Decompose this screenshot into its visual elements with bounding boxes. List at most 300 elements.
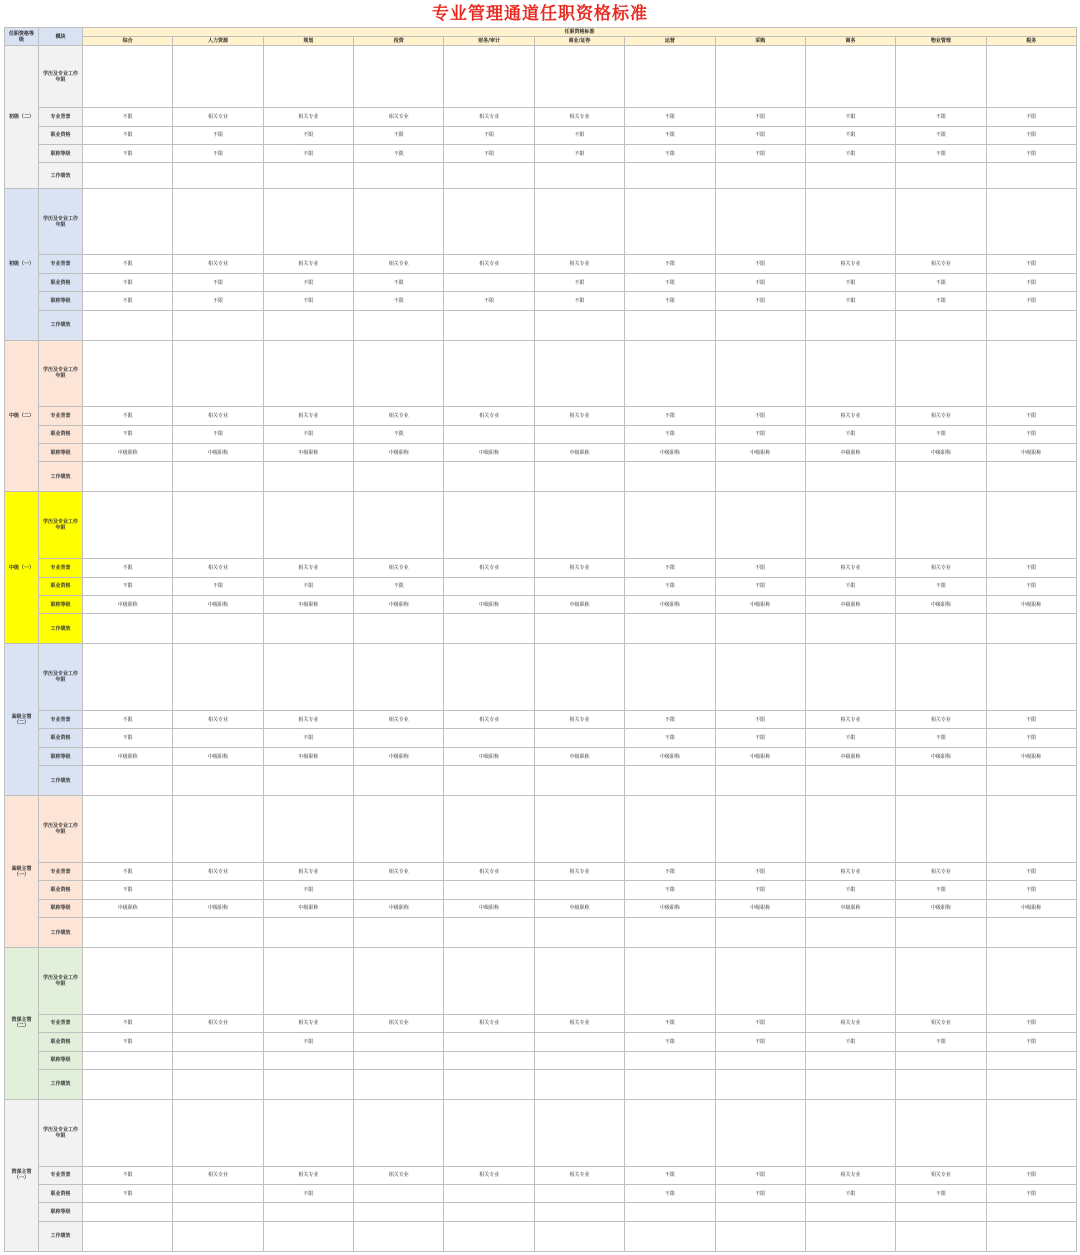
standard-cell [263,766,353,796]
standard-cell: 不限 [625,1014,715,1032]
standard-cell: 不限 [715,126,805,144]
standard-cell [263,1203,353,1221]
criteria-row [5,559,1077,577]
standard-cell: 相关专业 [896,1166,986,1184]
standard-cell [354,1221,444,1251]
standard-cell [173,644,263,711]
standard-cell: 相关专业 [354,862,444,880]
grade-band-label: 初级（一） [5,188,39,340]
standard-cell [444,1203,534,1221]
standard-cell [354,918,444,948]
standard-cell: 不限 [986,559,1076,577]
standard-cell [625,614,715,644]
standard-cell: 不限 [83,1033,173,1051]
standard-cell [625,1069,715,1099]
standard-cell [896,947,986,1014]
standard-cell: 不限 [625,881,715,899]
standard-cell [896,1221,986,1251]
standard-cell: 不限 [896,126,986,144]
standard-cell [83,947,173,1014]
standard-cell: 相关专业 [805,1166,895,1184]
criterion-label: 工作绩效 [39,310,83,340]
standard-cell [83,1221,173,1251]
standard-cell: 中级职称 [534,899,624,917]
standard-cell [896,766,986,796]
criteria-row [5,729,1077,747]
standard-cell [263,1221,353,1251]
standard-cell [444,1051,534,1069]
standard-cell: 中级职称 [805,899,895,917]
standard-cell [173,1099,263,1166]
standard-cell [354,644,444,711]
standard-cell: 相关专业 [534,1166,624,1184]
standard-cell: 不限 [83,559,173,577]
criterion-label: 职业资格 [39,1184,83,1202]
standard-cell [896,340,986,407]
standard-cell: 不限 [263,126,353,144]
standard-cell: 不限 [83,1184,173,1202]
standard-cell: 相关专业 [354,255,444,273]
standard-cell [354,947,444,1014]
criteria-row [5,1221,1077,1251]
standard-cell: 相关专业 [173,108,263,126]
standard-cell: 相关专业 [444,108,534,126]
standard-cell: 不限 [715,407,805,425]
standard-cell: 不限 [534,126,624,144]
standard-cell [354,1069,444,1099]
standard-cell: 不限 [715,1166,805,1184]
standard-cell [83,918,173,948]
standard-cell: 不限 [715,1014,805,1032]
criterion-label: 职称等级 [39,1203,83,1221]
page-title: 专业管理通道任职资格标准 [432,4,648,24]
standard-cell: 不限 [625,407,715,425]
criterion-label: 职称等级 [39,1051,83,1069]
criteria-row [5,444,1077,462]
criteria-row [5,899,1077,917]
standard-cell [715,947,805,1014]
standard-cell: 相关专业 [173,255,263,273]
standard-cell: 相关专业 [444,559,534,577]
standard-cell: 不限 [625,710,715,728]
criterion-label: 职业资格 [39,577,83,595]
standard-cell [263,188,353,255]
criterion-label: 工作绩效 [39,163,83,188]
standard-cell: 不限 [83,710,173,728]
standard-cell: 不限 [896,577,986,595]
criterion-label: 学历及专业工作年限 [39,46,83,108]
criterion-label: 学历及专业工作年限 [39,188,83,255]
standard-cell: 相关专业 [263,862,353,880]
standard-cell [805,310,895,340]
standard-cell: 不限 [263,1033,353,1051]
standard-cell: 不限 [715,577,805,595]
standard-cell: 相关专业 [173,710,263,728]
criteria-row [5,310,1077,340]
criterion-label: 职业资格 [39,273,83,291]
criterion-label: 职业资格 [39,729,83,747]
standard-cell: 不限 [896,729,986,747]
standard-cell: 不限 [986,292,1076,310]
standard-cell [805,1221,895,1251]
standard-cell: 不限 [896,144,986,162]
criterion-label: 学历及专业工作年限 [39,644,83,711]
criteria-row [5,108,1077,126]
standard-cell [444,644,534,711]
function-header: 商务 [805,37,895,46]
standard-cell [534,614,624,644]
standard-cell [625,492,715,559]
criteria-row [5,188,1077,255]
standard-cell: 相关专业 [805,407,895,425]
standard-cell: 不限 [173,292,263,310]
standard-cell: 中级职称 [444,899,534,917]
standard-cell: 不限 [83,862,173,880]
criterion-label: 工作绩效 [39,1069,83,1099]
standard-cell: 中级职称 [715,444,805,462]
standard-cell: 不限 [83,1166,173,1184]
standard-cell [896,163,986,188]
standard-cell: 中级职称 [986,595,1076,613]
criterion-label: 工作绩效 [39,918,83,948]
standard-cell [534,644,624,711]
standard-cell [986,188,1076,255]
standard-cell: 不限 [263,1184,353,1202]
standard-cell: 不限 [715,559,805,577]
standard-cell [805,46,895,108]
standard-cell: 不限 [534,273,624,291]
criterion-label: 职称等级 [39,899,83,917]
standard-cell [625,462,715,492]
standard-cell [173,729,263,747]
criteria-row [5,492,1077,559]
standard-cell [173,1051,263,1069]
standard-cell [83,614,173,644]
standard-cell [444,310,534,340]
standard-cell [173,1033,263,1051]
standard-cell: 不限 [354,292,444,310]
standard-cell: 不限 [83,255,173,273]
standard-cell: 不限 [805,1033,895,1051]
standard-cell: 不限 [805,144,895,162]
standard-cell [263,462,353,492]
standard-cell: 不限 [805,577,895,595]
standard-cell [173,1203,263,1221]
standard-cell [444,163,534,188]
standard-cell [805,1069,895,1099]
standard-cell [625,796,715,863]
standard-cell: 中级职称 [534,747,624,765]
standard-cell [444,577,534,595]
standard-cell: 中级职称 [83,747,173,765]
standard-cell: 不限 [986,577,1076,595]
qualification-standard-table [4,27,1077,1252]
standard-cell: 不限 [896,881,986,899]
standard-cell [354,766,444,796]
criterion-label: 职业资格 [39,425,83,443]
standard-cell [715,163,805,188]
standard-cell [354,1051,444,1069]
standard-cell: 相关专业 [534,710,624,728]
standard-cell: 不限 [83,729,173,747]
standard-cell: 不限 [534,292,624,310]
standard-cell: 不限 [986,1166,1076,1184]
standard-cell: 不限 [986,1184,1076,1202]
standard-cell [896,796,986,863]
function-header: 财务/审计 [444,37,534,46]
standard-cell: 不限 [83,1014,173,1032]
standard-cell [354,462,444,492]
standard-cell [534,163,624,188]
standard-cell: 中级职称 [986,899,1076,917]
standard-cell: 不限 [715,255,805,273]
standard-cell [354,881,444,899]
standard-cell [354,1184,444,1202]
standard-cell: 相关专业 [444,710,534,728]
standard-cell [354,188,444,255]
standard-cell: 相关专业 [534,862,624,880]
standard-cell: 相关专业 [444,862,534,880]
standard-group-header: 任职资格标准 [83,28,1077,37]
criteria-row [5,881,1077,899]
grade-band-label: 中级（二） [5,340,39,492]
standard-cell: 不限 [715,425,805,443]
standard-cell: 相关专业 [805,1014,895,1032]
standard-cell [715,46,805,108]
standard-cell [986,644,1076,711]
standard-cell [625,1221,715,1251]
standard-cell: 相关专业 [173,559,263,577]
standard-cell [173,310,263,340]
standard-cell: 不限 [625,1166,715,1184]
standard-cell [534,918,624,948]
standard-cell [444,918,534,948]
standard-cell [444,46,534,108]
standard-cell: 中级职称 [896,595,986,613]
standard-cell [444,766,534,796]
standard-cell: 中级职称 [896,899,986,917]
standard-cell [444,1033,534,1051]
standard-cell: 中级职称 [625,899,715,917]
standard-cell: 不限 [83,292,173,310]
standard-cell: 中级职称 [805,444,895,462]
standard-cell [354,729,444,747]
standard-cell [263,1099,353,1166]
standard-cell: 不限 [715,1033,805,1051]
grade-band-label: 中级（一） [5,492,39,644]
standard-cell: 相关专业 [534,255,624,273]
standard-cell: 相关专业 [896,1014,986,1032]
standard-cell: 不限 [896,292,986,310]
standard-cell [444,462,534,492]
standard-cell [534,796,624,863]
standard-cell [534,310,624,340]
criterion-label: 职业资格 [39,1033,83,1051]
standard-cell [805,614,895,644]
grade-band-label: 资深主管（二） [5,947,39,1099]
standard-cell: 不限 [805,126,895,144]
standard-cell [83,163,173,188]
standard-cell [986,1099,1076,1166]
standard-cell [625,766,715,796]
criterion-label: 职称等级 [39,747,83,765]
criteria-row [5,425,1077,443]
standard-cell: 相关专业 [896,255,986,273]
standard-cell: 不限 [986,407,1076,425]
standard-cell [354,796,444,863]
standard-cell [534,577,624,595]
standard-cell: 不限 [715,862,805,880]
standard-cell [986,462,1076,492]
standard-cell: 相关专业 [263,1166,353,1184]
standard-cell: 不限 [986,425,1076,443]
standard-cell: 不限 [986,710,1076,728]
standard-cell [83,1099,173,1166]
standard-cell: 不限 [625,255,715,273]
grade-band-label: 初级（二） [5,46,39,189]
standard-cell [534,1184,624,1202]
standard-cell [444,340,534,407]
standard-cell [896,462,986,492]
standard-cell: 不限 [354,144,444,162]
standard-cell [263,1069,353,1099]
criterion-label: 职称等级 [39,144,83,162]
standard-cell [444,796,534,863]
standard-cell: 不限 [715,881,805,899]
standard-cell [263,918,353,948]
standard-cell: 相关专业 [444,1014,534,1032]
standard-cell [354,1203,444,1221]
criteria-row [5,710,1077,728]
standard-cell: 不限 [444,144,534,162]
criteria-row [5,1069,1077,1099]
standard-cell [534,1203,624,1221]
standard-cell [354,614,444,644]
standard-cell: 不限 [625,577,715,595]
standard-cell: 不限 [986,126,1076,144]
standard-cell [263,163,353,188]
standard-cell: 不限 [805,1184,895,1202]
standard-cell [805,644,895,711]
standard-cell: 中级职称 [354,899,444,917]
standard-cell [263,492,353,559]
standard-cell: 不限 [354,425,444,443]
standard-cell [896,310,986,340]
function-header: 物业管理 [896,37,986,46]
standard-cell: 不限 [715,729,805,747]
standard-cell [83,310,173,340]
standard-cell [896,918,986,948]
standard-cell: 中级职称 [83,595,173,613]
standard-cell: 不限 [805,425,895,443]
standard-cell: 相关专业 [263,710,353,728]
standard-cell: 相关专业 [263,108,353,126]
standard-cell: 相关专业 [354,559,444,577]
standard-cell [534,462,624,492]
function-header-row [5,37,1077,46]
standard-cell [986,796,1076,863]
criteria-row [5,126,1077,144]
standard-cell [896,1051,986,1069]
standard-cell: 不限 [263,144,353,162]
standard-cell [715,614,805,644]
standard-cell: 中级职称 [896,747,986,765]
criterion-label: 专业背景 [39,1014,83,1032]
standard-cell [805,1099,895,1166]
standard-cell [83,340,173,407]
standard-cell: 相关专业 [173,862,263,880]
criterion-label: 工作绩效 [39,1221,83,1251]
standard-cell [263,796,353,863]
standard-cell [173,462,263,492]
standard-cell: 不限 [354,273,444,291]
standard-cell [354,492,444,559]
standard-cell: 不限 [263,425,353,443]
criteria-row [5,1051,1077,1069]
standard-cell [444,273,534,291]
standard-cell [444,1099,534,1166]
criterion-label: 工作绩效 [39,614,83,644]
standard-cell: 中级职称 [263,595,353,613]
standard-cell: 中级职称 [715,595,805,613]
standard-cell [83,1051,173,1069]
standard-cell: 不限 [625,144,715,162]
standard-cell [83,1069,173,1099]
standard-cell: 不限 [444,292,534,310]
standard-cell: 相关专业 [173,1166,263,1184]
standard-cell: 中级职称 [83,899,173,917]
standard-cell: 不限 [715,108,805,126]
standard-cell: 相关专业 [263,407,353,425]
criterion-label: 学历及专业工作年限 [39,796,83,863]
standard-cell: 不限 [715,710,805,728]
function-header: 采购 [715,37,805,46]
standard-cell [534,766,624,796]
standard-cell [896,1099,986,1166]
standard-cell [534,425,624,443]
standard-cell [263,1051,353,1069]
standard-cell: 相关专业 [263,559,353,577]
criterion-label: 专业背景 [39,559,83,577]
standard-cell: 不限 [715,292,805,310]
standard-cell [715,796,805,863]
standard-cell [263,310,353,340]
standard-cell [805,947,895,1014]
standard-cell: 不限 [625,1184,715,1202]
standard-cell [805,1203,895,1221]
standard-cell [986,614,1076,644]
standard-cell: 相关专业 [354,108,444,126]
standard-cell [805,492,895,559]
standard-cell [715,1099,805,1166]
criterion-label: 工作绩效 [39,766,83,796]
standard-cell [173,766,263,796]
criteria-row [5,273,1077,291]
standard-cell: 中级职称 [444,595,534,613]
standard-cell: 相关专业 [444,1166,534,1184]
standard-cell [534,1033,624,1051]
standard-cell [444,729,534,747]
standard-cell [444,1221,534,1251]
standard-cell [986,766,1076,796]
standard-cell [263,614,353,644]
criteria-row [5,918,1077,948]
standard-cell [173,614,263,644]
standard-cell: 中级职称 [625,444,715,462]
standard-cell: 不限 [83,407,173,425]
standard-cell [625,310,715,340]
criteria-row [5,747,1077,765]
